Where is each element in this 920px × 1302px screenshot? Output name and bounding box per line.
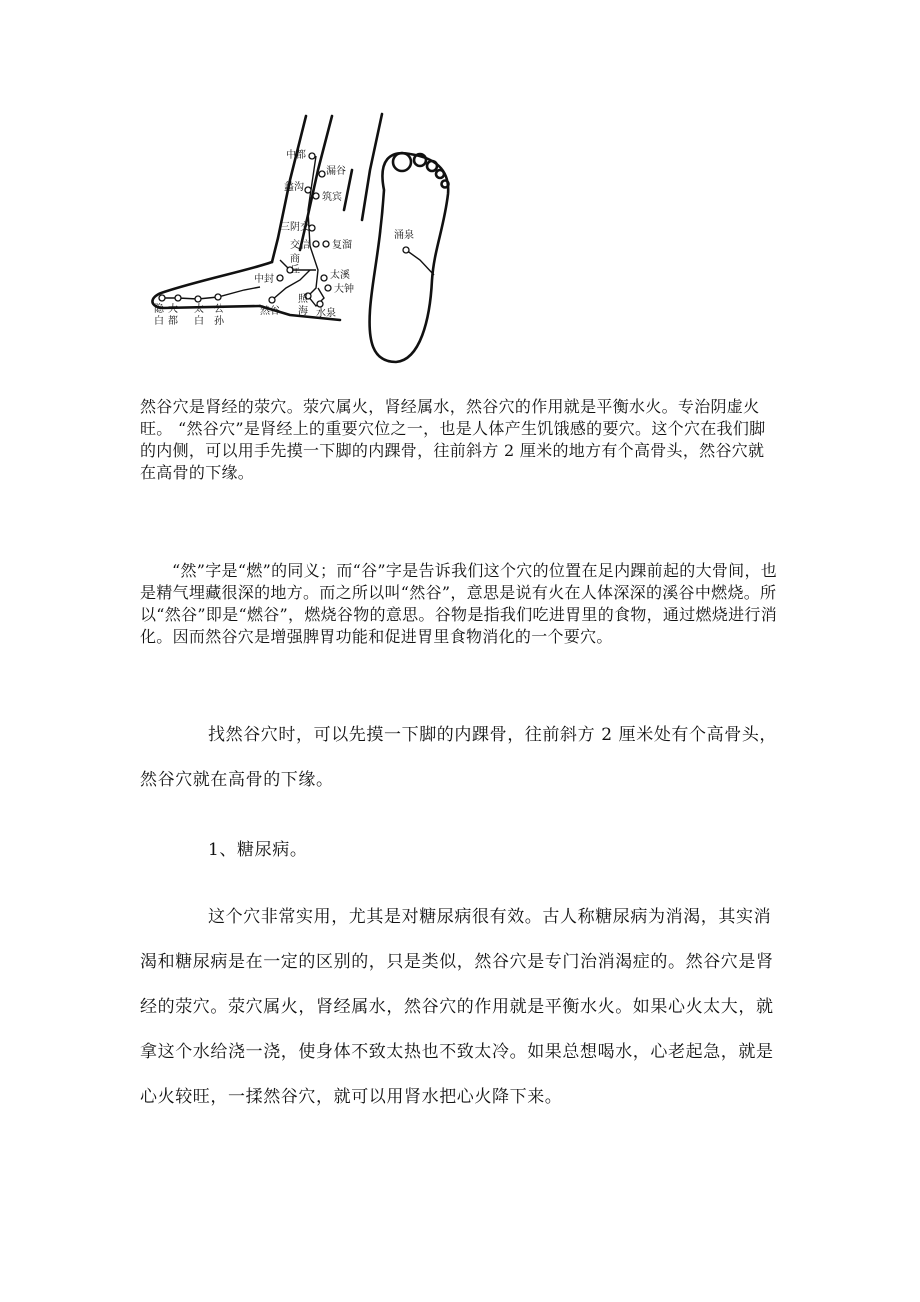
point-zhongdu xyxy=(309,153,315,159)
point-taixi xyxy=(321,275,327,281)
paragraph-locating: 找然谷穴时，可以先摸一下脚的内踝骨，往前斜方 2 厘米处有个高骨头，然谷穴就在高骨的下缘。 xyxy=(140,725,778,790)
label-zhao: 照 xyxy=(298,294,308,305)
paragraph-intro: 然谷穴是肾经的荥穴。荥穴属火，肾经属水，然谷穴的作用就是平衡水火。专治阴虚火旺。 “然谷穴”是肾经上的重要穴位之一，也是人体产生饥饿感的要穴。这个穴在我们脚的内侧，可以用手先摸一下脚的内踝骨，往前斜方 2 厘米的地方有个高骨头，然谷穴就在高骨的下缘。 xyxy=(140,397,766,482)
point-lougu xyxy=(319,171,325,177)
paragraph-name-meaning: “然”字是“燃”的同义；而“谷”字是告诉我们这个穴的位置在足内踝前起的大骨间，也是精气埋藏很深的地方。而之所以叫“然谷”，意思是说有火在人体深深的溪谷中燃烧。所以“然谷”即是“燃谷”，燃烧谷物的意思。谷物是指我们吃进胃里的食物，通过燃烧进行消化。因而然谷穴是增强脾胃功能和促进胃里食物消化的一个要穴。 xyxy=(140,561,778,646)
paragraph-item-heading: 1、糖尿病。 xyxy=(208,840,308,860)
point-yongquan xyxy=(403,247,409,253)
big-toe xyxy=(393,153,411,171)
point-yinbai xyxy=(159,295,165,301)
label-tai: 太 xyxy=(194,304,204,315)
label-ligou: 蠡沟 xyxy=(284,182,304,193)
acupoint-diagram xyxy=(140,110,470,372)
point-dadu xyxy=(175,295,181,301)
foot-side-outline xyxy=(152,262,272,308)
label-zhongdu: 中都 xyxy=(286,150,306,161)
label-fuliu: 复溜 xyxy=(332,240,352,251)
label-zhubin: 筑宾 xyxy=(322,192,342,203)
label-zhongfeng: 中封 xyxy=(254,274,274,285)
label-rangu: 然谷 xyxy=(260,306,280,317)
label-sanyinjiao: 三阴交 xyxy=(280,222,310,233)
point-dazhong xyxy=(325,285,331,291)
yongquan-line xyxy=(406,250,434,275)
label-shang: 商 xyxy=(290,254,300,265)
toe-5 xyxy=(442,181,449,188)
point-taibai xyxy=(195,296,201,302)
paragraph-diabetes: 这个穴非常实用，尤其是对糖尿病很有效。古人称糖尿病为消渴，其实消渴和糖尿病是在一定的区别的，只是类似，然谷穴是专门治消渴症的。然谷穴是肾经的荥穴。荥穴属火，肾经属水，然谷穴的作用就是平衡水火。如果心火太大，就拿这个水给浇一浇，使身体不致太热也不致太冷。如果总想喝水，心老起急，就是心火较旺，一揉然谷穴，就可以用肾水把心火降下来。 xyxy=(140,907,774,1107)
label-hai: 海 xyxy=(298,306,308,317)
point-ligou xyxy=(305,187,311,193)
label-bai: 白 xyxy=(154,316,164,327)
label-sun: 孙 xyxy=(214,316,224,327)
label-jiaoxin: 交信 xyxy=(290,240,310,251)
label-qiu: 丘 xyxy=(290,265,300,276)
label-shuiquan: 水泉 xyxy=(316,308,336,319)
label-bai2: 白 xyxy=(194,316,204,327)
point-shuiquan xyxy=(317,301,323,307)
label-da: 大 xyxy=(168,304,178,315)
label-taixi: 太溪 xyxy=(330,270,350,281)
point-gongsun xyxy=(215,294,221,300)
point-zhubin xyxy=(313,193,319,199)
label-gong: 公 xyxy=(214,304,224,315)
label-yin: 隐 xyxy=(154,304,164,315)
label-du: 都 xyxy=(168,316,178,327)
leg-back-line xyxy=(362,114,382,220)
toe-4 xyxy=(436,170,444,178)
point-fuliu xyxy=(323,241,329,247)
label-lougu: 漏谷 xyxy=(326,166,346,177)
point-zhongfeng xyxy=(277,275,283,281)
foot-acupoint-illustration xyxy=(140,110,470,372)
point-rangu xyxy=(269,297,275,303)
point-jiaoxin xyxy=(313,241,319,247)
label-yongquan: 涌泉 xyxy=(394,230,414,241)
foot-sole-outline xyxy=(370,153,449,362)
label-dazhong: 大钟 xyxy=(334,284,354,295)
